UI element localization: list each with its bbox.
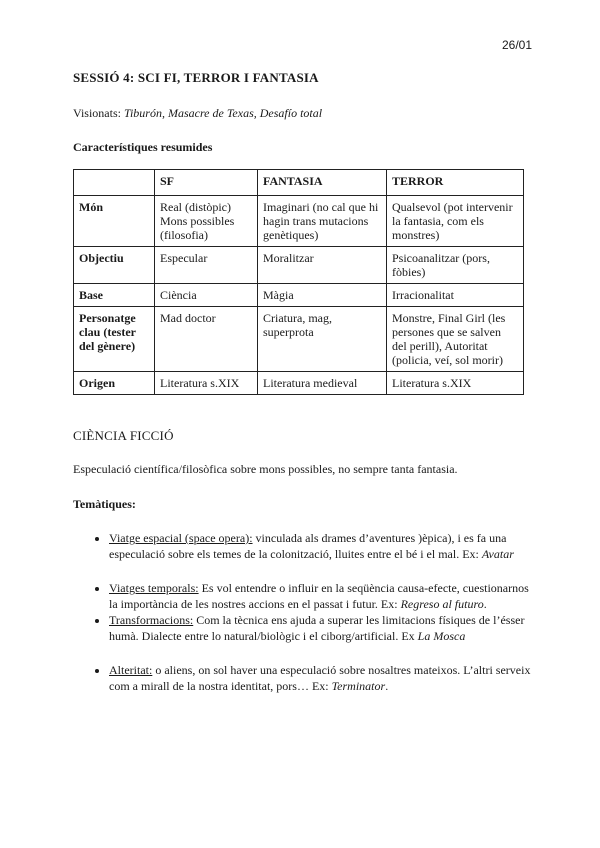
table-cell: Moralitzar — [258, 247, 387, 284]
table-row — [74, 307, 524, 372]
table-cell: Màgia — [258, 284, 387, 307]
bullet-text: vinculada als drames d’aventures )èpica), i es fa una especulació sobre els temes de la colonització, lluites entre el bé i el mal. Ex: — [109, 531, 507, 561]
document-body — [73, 70, 533, 694]
bullet-term: Alteritat: — [109, 663, 153, 677]
table-header-cell: TERROR — [387, 170, 524, 196]
visionats-films: Tiburón, Masacre de Texas, Desafío total — [123, 106, 323, 120]
genre-comparison-table — [73, 169, 524, 395]
table-cell: Monstre, Final Girl (les persones que se salven del perill), Autoritat (policia, veí, sol morir) — [387, 307, 524, 372]
row-label: Origen — [74, 372, 155, 395]
row-label: Base — [74, 284, 155, 307]
table-cell: Psicoanalitzar (pors, fòbies) — [387, 247, 524, 284]
table-row — [74, 372, 524, 395]
bullet-text: o aliens, on sol haver una especulació sobre nosaltres mateixos. L’altri serveix com a mirall de la nostra identitat, pors… Ex: — [109, 663, 531, 693]
bullet-example: Avatar — [481, 547, 514, 561]
bullet-end: . — [385, 679, 389, 693]
table-cell: Literatura s.XIX — [155, 372, 258, 395]
bullet-end: . — [483, 597, 487, 611]
table-row — [74, 247, 524, 284]
row-label: Personatge clau (tester del gènere) — [74, 307, 155, 372]
visionats-line — [73, 106, 533, 121]
list-item — [109, 530, 533, 562]
table-cell: Especular — [155, 247, 258, 284]
bullet-example: La Mosca — [417, 629, 466, 643]
table-cell: Literatura medieval — [258, 372, 387, 395]
summary-heading: Característiques resumides — [73, 140, 213, 154]
table-cell: Irracionalitat — [387, 284, 524, 307]
list-item — [109, 612, 533, 644]
row-label: Objectiu — [74, 247, 155, 284]
section-title: CIÈNCIA FICCIÓ — [73, 428, 174, 443]
bullet-term: Viatge espacial (space opera): — [109, 531, 253, 545]
tematiques-heading: Temàtiques: — [73, 497, 136, 511]
visionats-label: Visionats: — [73, 106, 124, 120]
tematiques-list — [73, 530, 533, 694]
list-item — [109, 580, 533, 612]
bullet-example: Regreso al futuro — [400, 597, 484, 611]
page-date: 26/01 — [501, 38, 532, 52]
table-cell: Ciència — [155, 284, 258, 307]
table-cell: Literatura s.XIX — [387, 372, 524, 395]
table-header-cell — [74, 170, 155, 196]
bullet-example: Terminator — [331, 679, 386, 693]
bullet-term: Viatges temporals: — [109, 581, 199, 595]
page-title: SESSIÓ 4: SCI FI, TERROR I FANTASIA — [73, 70, 319, 85]
bullet-text: Es vol entendre o influir en la seqüència causa-efecte, cuestionarnos la importància de les nostres accions en el passat i futur. Ex: — [109, 581, 529, 611]
table-header-cell: SF — [155, 170, 258, 196]
table-cell: Criatura, mag, superprota — [258, 307, 387, 372]
list-item — [109, 662, 533, 694]
row-label: Món — [74, 196, 155, 247]
table-header-cell: FANTASIA — [258, 170, 387, 196]
table-header-row — [74, 170, 524, 196]
bullet-text: Com la tècnica ens ajuda a superar les limitacions físiques de l’ésser humà. Dialecte entre lo natural/biològic i el ciborg/artificial. Ex — [109, 613, 525, 643]
bullet-term: Transformacions: — [109, 613, 194, 627]
table-cell: Real (distòpic) Mons possibles (filosofia) — [155, 196, 258, 247]
table-row — [74, 196, 524, 247]
table-row — [74, 284, 524, 307]
table-cell: Qualsevol (pot intervenir la fantasia, com els monstres) — [387, 196, 524, 247]
section-intro: Especulació científica/filosòfica sobre mons possibles, no sempre tanta fantasia. — [73, 462, 458, 476]
table-cell: Mad doctor — [155, 307, 258, 372]
table-cell: Imaginari (no cal que hi hagin trans mutacions genètiques) — [258, 196, 387, 247]
